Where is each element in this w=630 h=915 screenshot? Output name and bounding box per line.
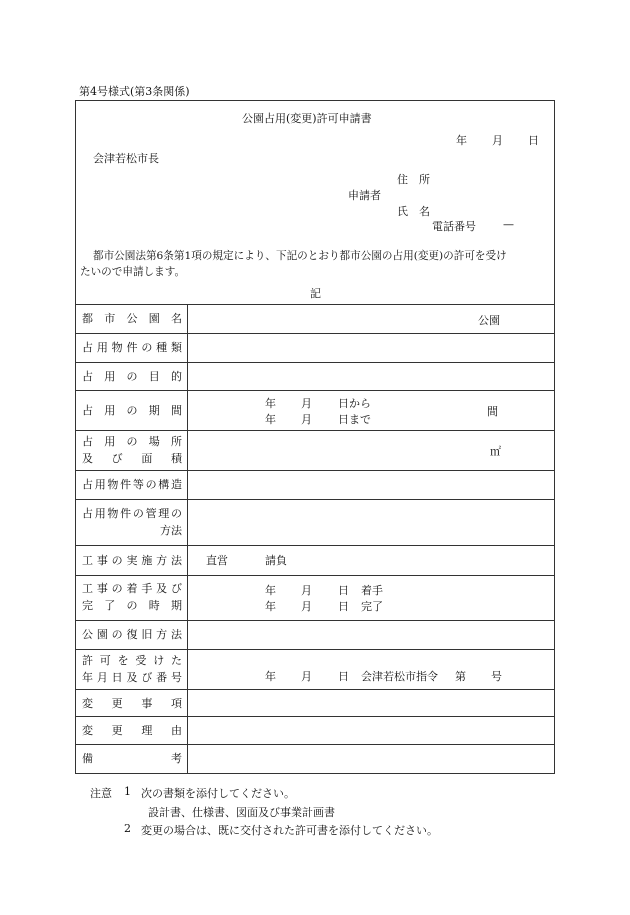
applicant-phone-dash: — [503, 218, 514, 231]
note-1-subtext: 設計書、仕様書、図面及び事業計画書 [148, 806, 335, 819]
start-month: 月 [301, 584, 312, 597]
label-occupancy-type: 占用物件の種類 [82, 341, 182, 354]
table-line [75, 716, 555, 717]
body-text-line1: 都市公園法第6条第1項の規定により、下記のとおり都市公園の占用(変更)の許可を受け [93, 250, 507, 262]
table-line [75, 470, 555, 471]
form-number: 第4号様式(第3条関係) [79, 85, 190, 98]
note-1-text: 次の書類を添付してください。 [141, 787, 295, 800]
permit-year: 年 [265, 670, 276, 683]
label-occupancy-purpose: 占用の目的 [82, 370, 182, 383]
period-from-month: 月 [301, 397, 312, 410]
label-construction-period: 工事の着手及び 完了の時期 [82, 582, 182, 612]
period-to-year: 年 [265, 413, 276, 426]
date-month: 月 [492, 134, 503, 147]
label-structure: 占用物件等の構造 [82, 478, 182, 491]
end-label: 完了 [361, 600, 383, 613]
permit-issuer: 会津若松市指令 [361, 670, 438, 683]
period-from-day: 日から [338, 397, 371, 410]
permit-month: 月 [301, 670, 312, 683]
permit-no-prefix: 第 [455, 670, 466, 683]
permit-day: 日 [338, 670, 349, 683]
addressee: 会津若松市長 [93, 152, 159, 165]
label-construction-method: 工事の実施方法 [82, 554, 182, 567]
note-1-number: 1 [124, 785, 131, 798]
period-to-day: 日まで [338, 413, 371, 426]
start-day: 日 [338, 584, 349, 597]
park-suffix: 公園 [478, 314, 500, 327]
date-day: 日 [528, 134, 539, 147]
note-2-number: 2 [124, 822, 131, 835]
table-line [75, 744, 555, 745]
label-occupancy-place: 占用の場所 及び面積 [82, 435, 182, 465]
label-permit-info: 許可を受けた 年月日及び番号 [82, 654, 182, 684]
label-change-items: 変更事項 [82, 697, 182, 710]
method-direct: 直営 [206, 554, 228, 567]
label-park-name: 都市公園名 [82, 312, 182, 325]
table-divider [187, 304, 188, 773]
applicant-name-label: 氏 名 [397, 205, 430, 218]
table-line [75, 620, 555, 621]
table-line [75, 333, 555, 334]
form-title: 公園占用(変更)許可申請書 [242, 112, 372, 125]
label-management: 占用物件の管理の 方法 [82, 507, 182, 537]
label-restoration: 公園の復旧方法 [82, 628, 182, 641]
area-unit: ㎡ [490, 445, 501, 458]
table-line [75, 499, 555, 500]
period-duration: 間 [487, 405, 498, 418]
end-month: 月 [301, 600, 312, 613]
table-line [75, 689, 555, 690]
start-year: 年 [265, 584, 276, 597]
date-year: 年 [456, 134, 467, 147]
permit-no-suffix: 号 [491, 670, 502, 683]
body-text-line2: たいので申請します。 [80, 266, 186, 278]
method-contract: 請負 [265, 554, 287, 567]
table-line [75, 649, 555, 650]
label-change-reason: 変更理由 [82, 724, 182, 737]
ki-marker: 記 [310, 287, 321, 300]
table-line [75, 362, 555, 363]
notes-heading: 注意 [90, 787, 112, 800]
table-line [75, 390, 555, 391]
end-day: 日 [338, 600, 349, 613]
period-to-month: 月 [301, 413, 312, 426]
period-from-year: 年 [265, 397, 276, 410]
table-line [75, 575, 555, 576]
end-year: 年 [265, 600, 276, 613]
applicant-label: 申請者 [348, 189, 381, 202]
note-2-text: 変更の場合は、既に交付された許可書を添付してください。 [141, 824, 438, 837]
start-label: 着手 [361, 584, 383, 597]
table-line [75, 304, 555, 305]
table-line [75, 545, 555, 546]
label-remarks: 備考 [82, 752, 182, 765]
applicant-phone-label: 電話番号 [432, 220, 476, 233]
label-occupancy-period: 占用の期間 [82, 404, 182, 417]
applicant-address-label: 住 所 [397, 173, 430, 186]
table-line [75, 430, 555, 431]
